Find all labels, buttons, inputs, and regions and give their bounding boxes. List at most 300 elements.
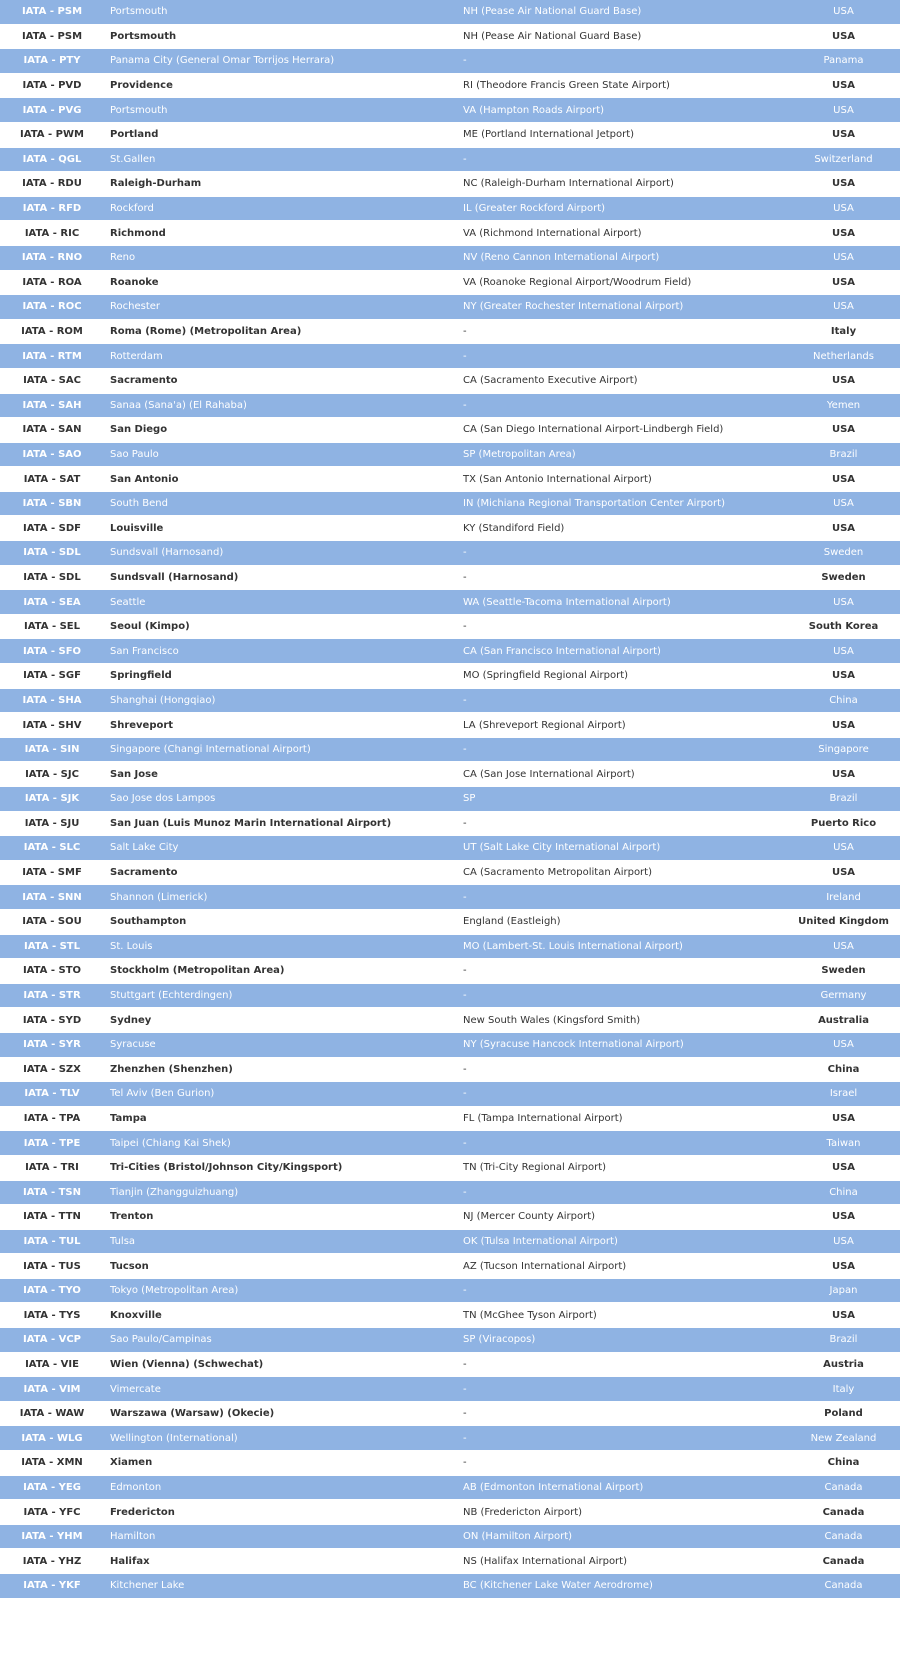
- table-row: [0, 787, 900, 812]
- region-airport-cell: -: [457, 615, 787, 640]
- region-airport-cell: -: [457, 1279, 787, 1304]
- country-cell: USA: [787, 836, 900, 861]
- country-cell: USA: [787, 1205, 900, 1230]
- table-row: [0, 295, 900, 320]
- iata-code-cell: IATA - TTN: [0, 1205, 104, 1230]
- city-name-cell: Rochester: [104, 295, 457, 320]
- table-row: [0, 861, 900, 886]
- table-row: [0, 1131, 900, 1156]
- country-cell: USA: [787, 74, 900, 99]
- region-airport-cell: -: [457, 689, 787, 714]
- region-airport-cell: -: [457, 1058, 787, 1083]
- region-airport-cell: NV (Reno Cannon International Airport): [457, 246, 787, 271]
- table-row: [0, 541, 900, 566]
- country-cell: Sweden: [787, 566, 900, 591]
- country-cell: USA: [787, 762, 900, 787]
- table-row: [0, 148, 900, 173]
- table-row: [0, 344, 900, 369]
- table-row: [0, 1107, 900, 1132]
- iata-code-cell: IATA - ROM: [0, 320, 104, 345]
- region-airport-cell: -: [457, 885, 787, 910]
- country-cell: USA: [787, 1107, 900, 1132]
- country-cell: USA: [787, 639, 900, 664]
- country-cell: Singapore: [787, 738, 900, 763]
- city-name-cell: Singapore (Changi International Airport): [104, 738, 457, 763]
- region-airport-cell: CA (San Francisco International Airport): [457, 639, 787, 664]
- iata-code-cell: IATA - PWM: [0, 123, 104, 148]
- table-row: [0, 1058, 900, 1083]
- city-name-cell: San Francisco: [104, 639, 457, 664]
- table-row: [0, 1525, 900, 1550]
- iata-code-cell: IATA - SDL: [0, 566, 104, 591]
- table-row: [0, 1230, 900, 1255]
- iata-code-cell: IATA - SJU: [0, 812, 104, 837]
- iata-code-cell: IATA - VCP: [0, 1328, 104, 1353]
- region-airport-cell: SP (Viracopos): [457, 1328, 787, 1353]
- table-row: [0, 1353, 900, 1378]
- table-row: [0, 25, 900, 50]
- iata-code-cell: IATA - SIN: [0, 738, 104, 763]
- city-name-cell: South Bend: [104, 492, 457, 517]
- iata-code-cell: IATA - SAN: [0, 418, 104, 443]
- table-row: [0, 467, 900, 492]
- table-row: [0, 1008, 900, 1033]
- table-row: [0, 615, 900, 640]
- country-cell: Italy: [787, 1377, 900, 1402]
- region-airport-cell: NJ (Mercer County Airport): [457, 1205, 787, 1230]
- city-name-cell: Roma (Rome) (Metropolitan Area): [104, 320, 457, 345]
- country-cell: Australia: [787, 1008, 900, 1033]
- table-row: [0, 369, 900, 394]
- city-name-cell: Sacramento: [104, 861, 457, 886]
- table-row: [0, 271, 900, 296]
- table-row: [0, 221, 900, 246]
- table-row: [0, 1476, 900, 1501]
- region-airport-cell: BC (Kitchener Lake Water Aerodrome): [457, 1574, 787, 1599]
- table-row: [0, 172, 900, 197]
- iata-code-cell: IATA - PSM: [0, 0, 104, 25]
- country-cell: USA: [787, 369, 900, 394]
- city-name-cell: Richmond: [104, 221, 457, 246]
- city-name-cell: Tucson: [104, 1254, 457, 1279]
- country-cell: Canada: [787, 1574, 900, 1599]
- region-airport-cell: CA (Sacramento Metropolitan Airport): [457, 861, 787, 886]
- region-airport-cell: NH (Pease Air National Guard Base): [457, 25, 787, 50]
- table-row: [0, 910, 900, 935]
- city-name-cell: Kitchener Lake: [104, 1574, 457, 1599]
- region-airport-cell: -: [457, 1353, 787, 1378]
- iata-code-cell: IATA - SDL: [0, 541, 104, 566]
- city-name-cell: San Diego: [104, 418, 457, 443]
- table-row: [0, 1549, 900, 1574]
- iata-code-cell: IATA - SGF: [0, 664, 104, 689]
- city-name-cell: St.Gallen: [104, 148, 457, 173]
- country-cell: USA: [787, 1156, 900, 1181]
- iata-code-cell: IATA - PVD: [0, 74, 104, 99]
- table-row: [0, 0, 900, 25]
- city-name-cell: Wien (Vienna) (Schwechat): [104, 1353, 457, 1378]
- iata-code-cell: IATA - TUL: [0, 1230, 104, 1255]
- region-airport-cell: TX (San Antonio International Airport): [457, 467, 787, 492]
- city-name-cell: Shannon (Limerick): [104, 885, 457, 910]
- country-cell: Canada: [787, 1525, 900, 1550]
- table-row: [0, 1033, 900, 1058]
- city-name-cell: Panama City (General Omar Torrijos Herrara): [104, 49, 457, 74]
- region-airport-cell: FL (Tampa International Airport): [457, 1107, 787, 1132]
- region-airport-cell: VA (Hampton Roads Airport): [457, 98, 787, 123]
- table-row: [0, 443, 900, 468]
- table-row: [0, 1303, 900, 1328]
- region-airport-cell: KY (Standiford Field): [457, 516, 787, 541]
- region-airport-cell: MO (Springfield Regional Airport): [457, 664, 787, 689]
- city-name-cell: Fredericton: [104, 1500, 457, 1525]
- city-name-cell: Portsmouth: [104, 0, 457, 25]
- iata-code-cell: IATA - TPE: [0, 1131, 104, 1156]
- country-cell: USA: [787, 98, 900, 123]
- city-name-cell: Sacramento: [104, 369, 457, 394]
- region-airport-cell: TN (McGhee Tyson Airport): [457, 1303, 787, 1328]
- region-airport-cell: AB (Edmonton International Airport): [457, 1476, 787, 1501]
- country-cell: USA: [787, 664, 900, 689]
- region-airport-cell: -: [457, 1181, 787, 1206]
- city-name-cell: Portsmouth: [104, 98, 457, 123]
- city-name-cell: Warszawa (Warsaw) (Okecie): [104, 1402, 457, 1427]
- region-airport-cell: CA (Sacramento Executive Airport): [457, 369, 787, 394]
- city-name-cell: Shreveport: [104, 713, 457, 738]
- iata-code-cell: IATA - PSM: [0, 25, 104, 50]
- city-name-cell: Seattle: [104, 590, 457, 615]
- table-row: [0, 1426, 900, 1451]
- country-cell: China: [787, 1058, 900, 1083]
- region-airport-cell: -: [457, 1131, 787, 1156]
- table-row: [0, 197, 900, 222]
- table-row: [0, 246, 900, 271]
- iata-code-cell: IATA - STR: [0, 984, 104, 1009]
- table-row: [0, 812, 900, 837]
- city-name-cell: Sao Paulo: [104, 443, 457, 468]
- city-name-cell: Sundsvall (Harnosand): [104, 566, 457, 591]
- country-cell: USA: [787, 713, 900, 738]
- city-name-cell: Shanghai (Hongqiao): [104, 689, 457, 714]
- iata-code-cell: IATA - SZX: [0, 1058, 104, 1083]
- country-cell: Italy: [787, 320, 900, 345]
- region-airport-cell: MO (Lambert-St. Louis International Airport): [457, 935, 787, 960]
- table-row: [0, 713, 900, 738]
- region-airport-cell: -: [457, 148, 787, 173]
- city-name-cell: Salt Lake City: [104, 836, 457, 861]
- table-row: [0, 1082, 900, 1107]
- city-name-cell: Southampton: [104, 910, 457, 935]
- region-airport-cell: SP (Metropolitan Area): [457, 443, 787, 468]
- city-name-cell: Zhenzhen (Shenzhen): [104, 1058, 457, 1083]
- city-name-cell: San Jose: [104, 762, 457, 787]
- table-row: [0, 1156, 900, 1181]
- iata-code-cell: IATA - SHV: [0, 713, 104, 738]
- iata-code-cell: IATA - SHA: [0, 689, 104, 714]
- iata-code-cell: IATA - YFC: [0, 1500, 104, 1525]
- country-cell: USA: [787, 516, 900, 541]
- table-row: [0, 984, 900, 1009]
- country-cell: USA: [787, 861, 900, 886]
- region-airport-cell: -: [457, 49, 787, 74]
- iata-code-cell: IATA - TUS: [0, 1254, 104, 1279]
- city-name-cell: San Juan (Luis Munoz Marin International Airport): [104, 812, 457, 837]
- city-name-cell: Vimercate: [104, 1377, 457, 1402]
- region-airport-cell: CA (San Jose International Airport): [457, 762, 787, 787]
- table-row: [0, 1402, 900, 1427]
- table-row: [0, 738, 900, 763]
- country-cell: USA: [787, 246, 900, 271]
- table-row: [0, 1205, 900, 1230]
- region-airport-cell: -: [457, 344, 787, 369]
- country-cell: USA: [787, 295, 900, 320]
- city-name-cell: Rockford: [104, 197, 457, 222]
- table-row: [0, 320, 900, 345]
- table-row: [0, 590, 900, 615]
- iata-code-cell: IATA - SFO: [0, 639, 104, 664]
- table-row: [0, 1377, 900, 1402]
- region-airport-cell: OK (Tulsa International Airport): [457, 1230, 787, 1255]
- country-cell: United Kingdom: [787, 910, 900, 935]
- country-cell: USA: [787, 1254, 900, 1279]
- table-row: [0, 959, 900, 984]
- iata-code-cell: IATA - TPA: [0, 1107, 104, 1132]
- country-cell: USA: [787, 197, 900, 222]
- country-cell: Canada: [787, 1500, 900, 1525]
- region-airport-cell: ME (Portland International Jetport): [457, 123, 787, 148]
- city-name-cell: Tel Aviv (Ben Gurion): [104, 1082, 457, 1107]
- country-cell: South Korea: [787, 615, 900, 640]
- iata-code-cell: IATA - YHM: [0, 1525, 104, 1550]
- country-cell: Austria: [787, 1353, 900, 1378]
- city-name-cell: Sydney: [104, 1008, 457, 1033]
- city-name-cell: Tulsa: [104, 1230, 457, 1255]
- city-name-cell: Stockholm (Metropolitan Area): [104, 959, 457, 984]
- iata-code-cell: IATA - SMF: [0, 861, 104, 886]
- region-airport-cell: UT (Salt Lake City International Airport): [457, 836, 787, 861]
- table-row: [0, 836, 900, 861]
- country-cell: Canada: [787, 1476, 900, 1501]
- country-cell: USA: [787, 418, 900, 443]
- country-cell: USA: [787, 221, 900, 246]
- table-row: [0, 492, 900, 517]
- country-cell: USA: [787, 1303, 900, 1328]
- iata-code-cell: IATA - SAO: [0, 443, 104, 468]
- city-name-cell: Raleigh-Durham: [104, 172, 457, 197]
- city-name-cell: Seoul (Kimpo): [104, 615, 457, 640]
- table-row: [0, 418, 900, 443]
- city-name-cell: Sundsvall (Harnosand): [104, 541, 457, 566]
- table-row: [0, 394, 900, 419]
- country-cell: USA: [787, 1033, 900, 1058]
- region-airport-cell: -: [457, 812, 787, 837]
- region-airport-cell: -: [457, 566, 787, 591]
- country-cell: Brazil: [787, 1328, 900, 1353]
- iata-code-cell: IATA - TRI: [0, 1156, 104, 1181]
- city-name-cell: Sao Jose dos Lampos: [104, 787, 457, 812]
- city-name-cell: Taipei (Chiang Kai Shek): [104, 1131, 457, 1156]
- country-cell: USA: [787, 935, 900, 960]
- country-cell: Ireland: [787, 885, 900, 910]
- region-airport-cell: -: [457, 394, 787, 419]
- iata-code-cell: IATA - YEG: [0, 1476, 104, 1501]
- table-row: [0, 664, 900, 689]
- region-airport-cell: -: [457, 320, 787, 345]
- iata-code-cell: IATA - SEA: [0, 590, 104, 615]
- country-cell: USA: [787, 0, 900, 25]
- city-name-cell: Rotterdam: [104, 344, 457, 369]
- iata-code-cell: IATA - SJC: [0, 762, 104, 787]
- country-cell: Japan: [787, 1279, 900, 1304]
- country-cell: USA: [787, 1230, 900, 1255]
- region-airport-cell: IN (Michiana Regional Transportation Center Airport): [457, 492, 787, 517]
- country-cell: Sweden: [787, 959, 900, 984]
- iata-code-cell: IATA - VIE: [0, 1353, 104, 1378]
- city-name-cell: Tokyo (Metropolitan Area): [104, 1279, 457, 1304]
- country-cell: China: [787, 1181, 900, 1206]
- country-cell: New Zealand: [787, 1426, 900, 1451]
- country-cell: Switzerland: [787, 148, 900, 173]
- city-name-cell: San Antonio: [104, 467, 457, 492]
- iata-code-cell: IATA - RNO: [0, 246, 104, 271]
- table-row: [0, 98, 900, 123]
- country-cell: USA: [787, 467, 900, 492]
- region-airport-cell: VA (Richmond International Airport): [457, 221, 787, 246]
- region-airport-cell: NC (Raleigh-Durham International Airport): [457, 172, 787, 197]
- iata-code-cell: IATA - WLG: [0, 1426, 104, 1451]
- table-row: [0, 885, 900, 910]
- iata-code-cell: IATA - PVG: [0, 98, 104, 123]
- region-airport-cell: VA (Roanoke Regional Airport/Woodrum Field): [457, 271, 787, 296]
- iata-code-cell: IATA - STO: [0, 959, 104, 984]
- iata-code-cell: IATA - RFD: [0, 197, 104, 222]
- iata-code-cell: IATA - STL: [0, 935, 104, 960]
- iata-code-cell: IATA - SLC: [0, 836, 104, 861]
- city-name-cell: Hamilton: [104, 1525, 457, 1550]
- city-name-cell: St. Louis: [104, 935, 457, 960]
- iata-code-cell: IATA - SAT: [0, 467, 104, 492]
- region-airport-cell: ON (Hamilton Airport): [457, 1525, 787, 1550]
- region-airport-cell: NS (Halifax International Airport): [457, 1549, 787, 1574]
- table-row: [0, 1279, 900, 1304]
- iata-code-cell: IATA - RIC: [0, 221, 104, 246]
- table-row: [0, 1574, 900, 1599]
- country-cell: USA: [787, 271, 900, 296]
- iata-code-cell: IATA - VIM: [0, 1377, 104, 1402]
- table-row: [0, 689, 900, 714]
- iata-code-cell: IATA - SYD: [0, 1008, 104, 1033]
- region-airport-cell: SP: [457, 787, 787, 812]
- city-name-cell: Stuttgart (Echterdingen): [104, 984, 457, 1009]
- iata-code-cell: IATA - QGL: [0, 148, 104, 173]
- country-cell: Germany: [787, 984, 900, 1009]
- city-name-cell: Sanaa (Sana'a) (El Rahaba): [104, 394, 457, 419]
- country-cell: Israel: [787, 1082, 900, 1107]
- country-cell: China: [787, 1451, 900, 1476]
- region-airport-cell: WA (Seattle-Tacoma International Airport): [457, 590, 787, 615]
- city-name-cell: Edmonton: [104, 1476, 457, 1501]
- iata-code-cell: IATA - SAC: [0, 369, 104, 394]
- country-cell: USA: [787, 25, 900, 50]
- iata-code-cell: IATA - PTY: [0, 49, 104, 74]
- region-airport-cell: New South Wales (Kingsford Smith): [457, 1008, 787, 1033]
- city-name-cell: Reno: [104, 246, 457, 271]
- country-cell: Netherlands: [787, 344, 900, 369]
- region-airport-cell: NY (Syracuse Hancock International Airport): [457, 1033, 787, 1058]
- region-airport-cell: AZ (Tucson International Airport): [457, 1254, 787, 1279]
- region-airport-cell: -: [457, 1377, 787, 1402]
- region-airport-cell: -: [457, 1402, 787, 1427]
- table-row: [0, 1500, 900, 1525]
- region-airport-cell: England (Eastleigh): [457, 910, 787, 935]
- iata-code-cell: IATA - YKF: [0, 1574, 104, 1599]
- iata-code-cell: IATA - WAW: [0, 1402, 104, 1427]
- city-name-cell: Trenton: [104, 1205, 457, 1230]
- region-airport-cell: -: [457, 1426, 787, 1451]
- city-name-cell: Tampa: [104, 1107, 457, 1132]
- region-airport-cell: IL (Greater Rockford Airport): [457, 197, 787, 222]
- country-cell: Taiwan: [787, 1131, 900, 1156]
- city-name-cell: Portsmouth: [104, 25, 457, 50]
- city-name-cell: Tri-Cities (Bristol/Johnson City/Kingsport): [104, 1156, 457, 1181]
- city-name-cell: Wellington (International): [104, 1426, 457, 1451]
- country-cell: USA: [787, 172, 900, 197]
- country-cell: Sweden: [787, 541, 900, 566]
- iata-code-cell: IATA - ROC: [0, 295, 104, 320]
- table-row: [0, 1451, 900, 1476]
- table-row: [0, 566, 900, 591]
- iata-code-cell: IATA - SNN: [0, 885, 104, 910]
- iata-code-cell: IATA - SAH: [0, 394, 104, 419]
- city-name-cell: Tianjin (Zhangguizhuang): [104, 1181, 457, 1206]
- iata-code-cell: IATA - SBN: [0, 492, 104, 517]
- iata-code-cell: IATA - SJK: [0, 787, 104, 812]
- country-cell: Yemen: [787, 394, 900, 419]
- country-cell: USA: [787, 492, 900, 517]
- table-row: [0, 762, 900, 787]
- region-airport-cell: -: [457, 738, 787, 763]
- iata-code-cell: IATA - RDU: [0, 172, 104, 197]
- city-name-cell: Louisville: [104, 516, 457, 541]
- iata-code-cell: IATA - YHZ: [0, 1549, 104, 1574]
- table-row: [0, 123, 900, 148]
- region-airport-cell: -: [457, 1451, 787, 1476]
- country-cell: Canada: [787, 1549, 900, 1574]
- city-name-cell: Springfield: [104, 664, 457, 689]
- city-name-cell: Xiamen: [104, 1451, 457, 1476]
- city-name-cell: Syracuse: [104, 1033, 457, 1058]
- iata-code-cell: IATA - TYS: [0, 1303, 104, 1328]
- city-name-cell: Knoxville: [104, 1303, 457, 1328]
- country-cell: USA: [787, 590, 900, 615]
- city-name-cell: Providence: [104, 74, 457, 99]
- table-row: [0, 1181, 900, 1206]
- iata-code-cell: IATA - TYO: [0, 1279, 104, 1304]
- table-row: [0, 639, 900, 664]
- region-airport-cell: RI (Theodore Francis Green State Airport): [457, 74, 787, 99]
- country-cell: China: [787, 689, 900, 714]
- city-name-cell: Portland: [104, 123, 457, 148]
- city-name-cell: Halifax: [104, 1549, 457, 1574]
- country-cell: Puerto Rico: [787, 812, 900, 837]
- table-row: [0, 1254, 900, 1279]
- iata-code-cell: IATA - TSN: [0, 1181, 104, 1206]
- region-airport-cell: -: [457, 984, 787, 1009]
- region-airport-cell: CA (San Diego International Airport-Lindbergh Field): [457, 418, 787, 443]
- region-airport-cell: -: [457, 1082, 787, 1107]
- region-airport-cell: NH (Pease Air National Guard Base): [457, 0, 787, 25]
- region-airport-cell: -: [457, 959, 787, 984]
